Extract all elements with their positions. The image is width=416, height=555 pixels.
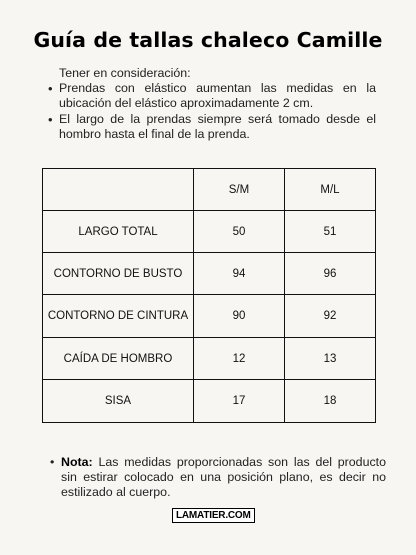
footer-note (50, 455, 386, 501)
note-label: Nota: (61, 455, 93, 469)
header-size-ml: M/L (285, 169, 376, 211)
value-ml: 92 (285, 295, 376, 338)
row-label: SISA (43, 380, 194, 423)
considerations-intro: Tener en consideración: (59, 66, 191, 80)
brand-logo: LAMATIER.COM (172, 508, 255, 523)
table-row (43, 295, 376, 338)
value-sm: 12 (194, 338, 285, 380)
page-title: Guía de tallas chaleco Camille (33, 28, 383, 52)
header-size-sm: S/M (194, 169, 285, 211)
table-row (43, 338, 376, 380)
table-row (43, 253, 376, 295)
table-header-row (43, 169, 376, 211)
value-sm: 50 (194, 211, 285, 253)
consideration-item: • Prendas con elástico aumentan las medidas en la ubicación del elástico aproximadamente 2 cm. (48, 81, 376, 111)
note-text: Las medidas proporcionadas son las del producto sin estirar colocado en una posición plano, es decir no estilizado al cuerpo. (61, 455, 386, 500)
table-row (43, 380, 376, 423)
value-sm: 90 (194, 295, 285, 338)
value-sm: 17 (194, 380, 285, 423)
consideration-item: • El largo de la prendas siempre será tomado desde el hombro hasta el final de la prenda. (48, 112, 376, 142)
row-label: LARGO TOTAL (43, 211, 194, 253)
size-table (42, 168, 376, 423)
considerations-list (48, 81, 376, 142)
row-label: CAÍDA DE HOMBRO (43, 338, 194, 380)
considerations (48, 66, 376, 142)
value-sm: 94 (194, 253, 285, 295)
value-ml: 96 (285, 253, 376, 295)
value-ml: 51 (285, 211, 376, 253)
header-empty-cell (43, 169, 194, 211)
row-label: CONTORNO DE BUSTO (43, 253, 194, 295)
row-label: CONTORNO DE CINTURA (43, 295, 194, 338)
value-ml: 13 (285, 338, 376, 380)
table-row (43, 211, 376, 253)
value-ml: 18 (285, 380, 376, 423)
